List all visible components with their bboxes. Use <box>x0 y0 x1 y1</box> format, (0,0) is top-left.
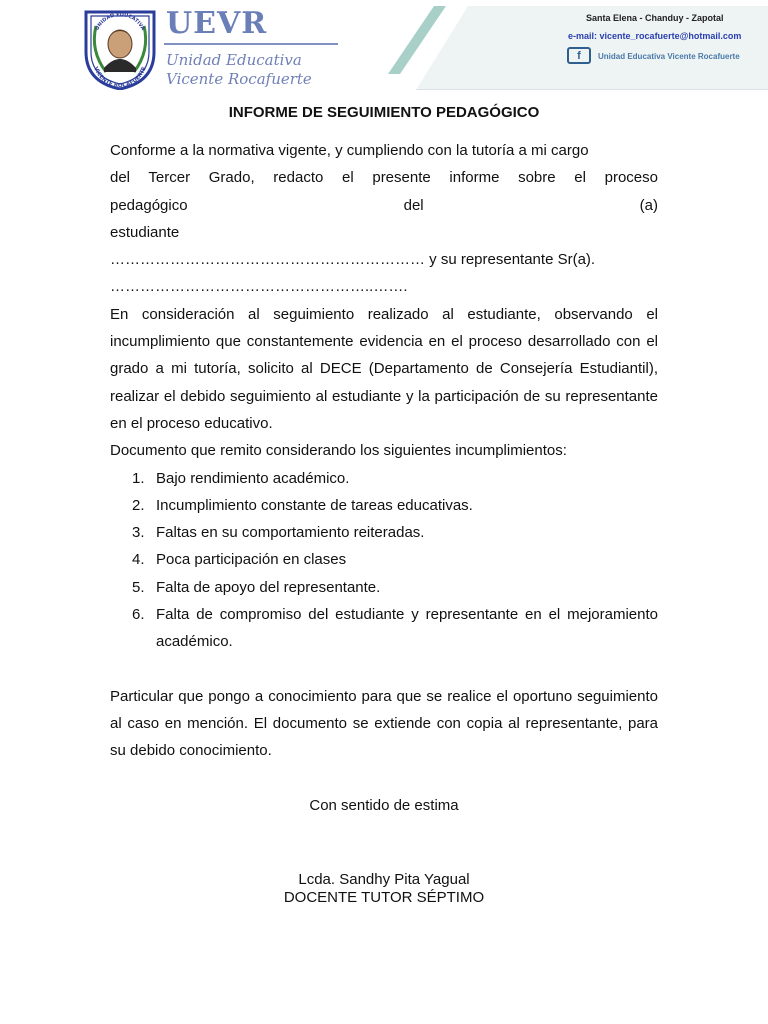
letterhead <box>0 0 768 96</box>
school-name-line2: Vicente Rocafuerte <box>166 70 312 88</box>
list-item <box>110 546 658 573</box>
brand-divider <box>164 43 338 45</box>
list-number: 3. <box>132 524 145 542</box>
list-item <box>110 492 658 519</box>
email-address[interactable]: vicente_rocafuerte@hotmail.com <box>599 31 742 41</box>
email-row <box>568 31 741 41</box>
seal-bottom-text: VICENTE ROCAFUERTE <box>92 66 148 90</box>
paragraph-dece-request: En consideración al seguimiento realizado al estudiante, observando el incumplimiento que constantemente evidencia en el proceso desarrollado con el grado a mi tutoría, solicito al DECE (Departamento de Consejería Estudiantil), realizar el debido seguimiento al estudiante y la participación de su representante en el proceso educativo. <box>110 305 658 432</box>
list-item <box>110 574 658 601</box>
intro-line: Conforme a la normativa vigente, y cumpliendo con la tutoría a mi cargo <box>110 142 589 159</box>
paragraph-gap <box>110 656 658 683</box>
closing-salutation: Con sentido de estima <box>309 797 459 814</box>
facebook-icon[interactable] <box>567 47 591 64</box>
list-item-text: Poca participación en clases <box>156 551 347 569</box>
issues-list <box>110 465 658 656</box>
document-body <box>110 137 658 765</box>
signer-role: DOCENTE TUTOR SÉPTIMO <box>283 889 485 906</box>
list-item <box>110 601 658 656</box>
list-number: 6. <box>132 606 145 624</box>
list-item <box>110 519 658 546</box>
intro-line: ……………………………………………………… y su representante Sr(a). <box>110 251 596 269</box>
facebook-icon-glyph: f <box>577 49 581 62</box>
school-seal-logo <box>82 6 158 90</box>
list-item-text: Incumplimiento constante de tareas educativas. <box>156 496 473 514</box>
list-item-text: Faltas en su comportamiento reiteradas. <box>156 524 425 542</box>
list-number: 5. <box>132 578 145 596</box>
document-title: INFORME DE SEGUIMIENTO PEDAGÓGICO <box>228 104 540 121</box>
seal-top-text: UNIDAD EDUCATIVA <box>94 11 146 32</box>
list-item <box>110 465 658 492</box>
signer-name: Lcda. Sandhy Pita Yagual <box>298 871 470 888</box>
facebook-page-name[interactable]: Unidad Educativa Vicente Rocafuerte <box>598 52 740 61</box>
school-acronym: UEVR <box>166 6 268 41</box>
list-number: 2. <box>132 496 145 514</box>
school-location: Santa Elena - Chanduy - Zapotal <box>586 13 724 23</box>
list-item-text: Falta de apoyo del representante. <box>156 578 381 596</box>
paragraph-closing-note: Particular que pongo a conocimiento para que se realice el oportuno seguimiento al caso en mención. El documento se extiende con copia al representante, para su debido conocimiento. <box>110 687 658 760</box>
list-item-text: Falta de compromiso del estudiante y representante en el mejoramiento académico. <box>156 606 658 651</box>
intro-line: pedagógico del (a) estudiante <box>110 196 658 241</box>
school-name-line1: Unidad Educativa <box>166 51 302 69</box>
list-number: 4. <box>132 551 145 569</box>
list-number: 1. <box>132 469 145 487</box>
list-intro: Documento que remito considerando los siguientes incumplimientos: <box>110 442 567 460</box>
list-item-text: Bajo rendimiento académico. <box>156 469 350 487</box>
intro-line: del Tercer Grado, redacto el presente informe sobre el proceso <box>110 169 658 187</box>
intro-line: ……………………………………………..……. <box>110 278 408 296</box>
signature-block <box>0 871 768 907</box>
email-label: e-mail: <box>568 31 598 41</box>
